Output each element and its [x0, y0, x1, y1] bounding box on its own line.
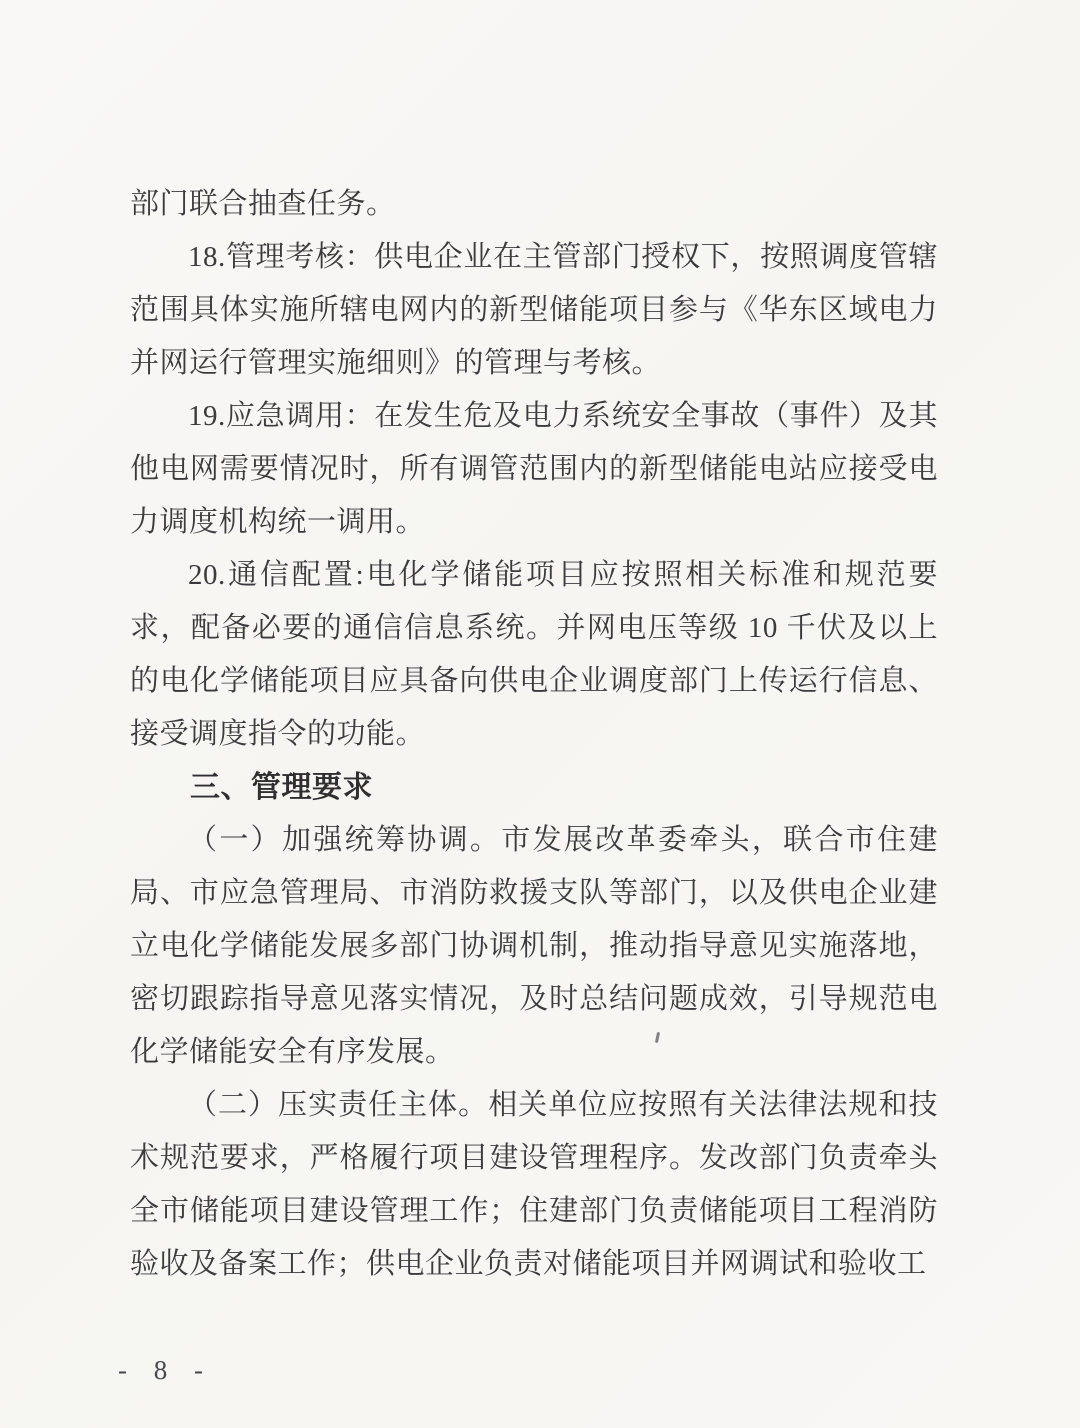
paragraph: 20.通信配置:电化学储能项目应按照相关标准和规范要求，配备必要的通信信息系统。并网电压等级 10 千伏及以上的电化学储能项目应具备向供电企业调度部门上传运行信息、接受调度指令的功能。: [130, 559, 938, 750]
paragraph: （二）压实责任主体。相关单位应按照有关法律法规和技术规范要求，严格履行项目建设管理程序。发改部门负责牵头全市储能项目建设管理工作；住建部门负责储能项目工程消防验收及备案工作；供电企业负责对储能项目并网调试和验收工: [130, 1089, 938, 1280]
paragraph: 19.应急调用：在发生危及电力系统安全事故（事件）及其他电网需要情况时，所有调管范围内的新型储能电站应接受电力调度机构统一调用。: [130, 400, 938, 538]
document-body: [130, 178, 938, 1291]
page-number: - 8 -: [118, 1355, 213, 1385]
paragraph: （一）加强统筹协调。市发展改革委牵头，联合市住建局、市应急管理局、市消防救援支队等部门，以及供电企业建立电化学储能发展多部门协调机制，推动指导意见实施落地，密切跟踪指导意见落实情况，及时总结问题成效，引导规范电化学储能安全有序发展。: [130, 824, 938, 1068]
paragraph: 部门联合抽查任务。: [130, 188, 396, 220]
section-heading: 三、管理要求: [190, 771, 373, 804]
paragraph: 18.管理考核：供电企业在主管部门授权下，按照调度管辖范围具体实施所辖电网内的新型储能项目参与《华东区域电力并网运行管理实施细则》的管理与考核。: [130, 241, 938, 379]
